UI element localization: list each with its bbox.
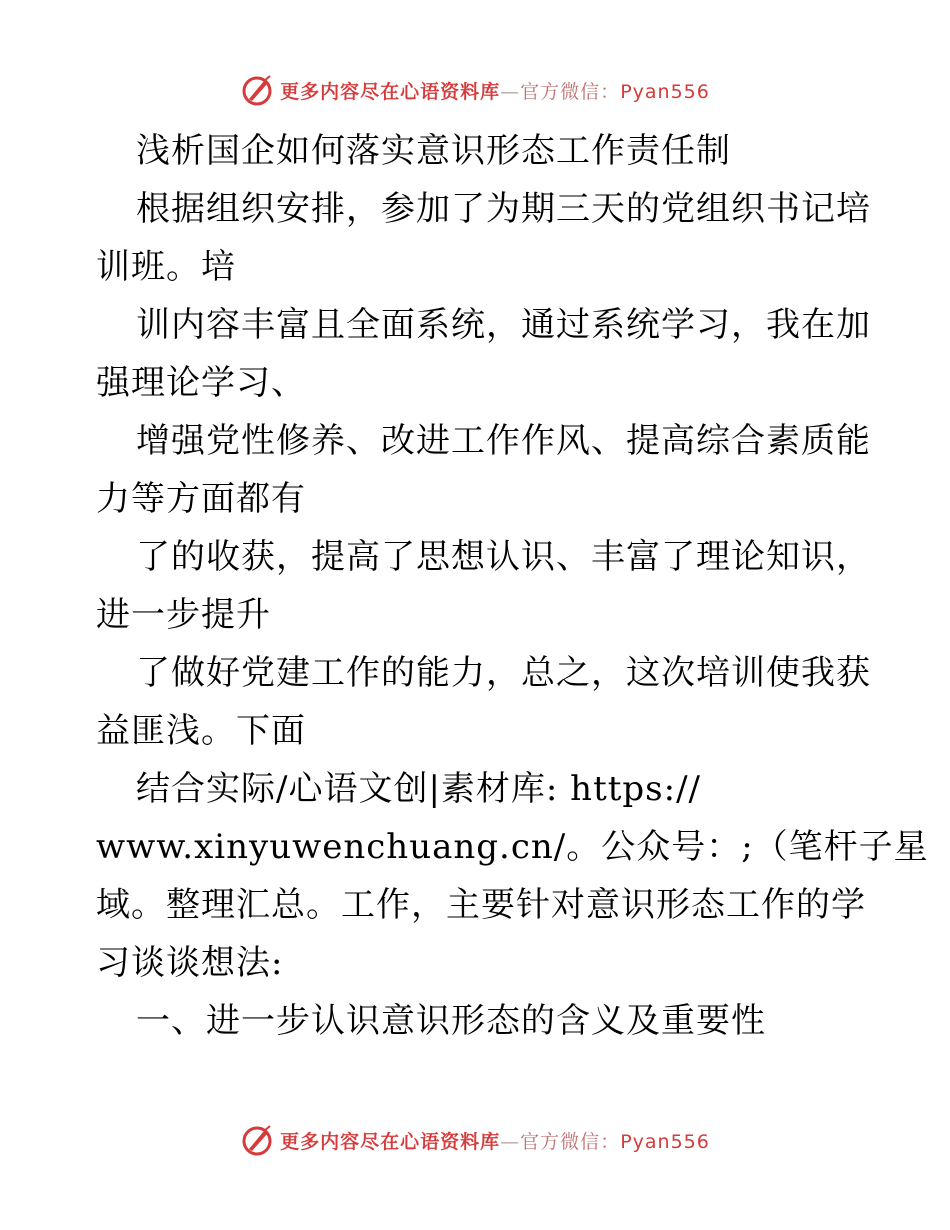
body-line: 强理论学习、 xyxy=(96,363,306,403)
body-line: 训班。培 xyxy=(96,247,236,287)
body-line: 结合实际/心语文创|素材库: https:// xyxy=(136,769,701,809)
body-line: 力等方面都有 xyxy=(96,479,306,519)
banner-wechat-label: 官方微信： xyxy=(520,80,621,103)
section-heading: 一、进一步认识意识形态的含义及重要性 xyxy=(136,1001,766,1041)
banner-dash: — xyxy=(500,80,521,103)
document-body xyxy=(96,122,929,1050)
header-banner xyxy=(0,70,950,110)
document-title: 浅析国企如何落实意识形态工作责任制 xyxy=(136,131,731,171)
body-line: 习谈谈想法: xyxy=(96,943,284,983)
banner-wechat-label: 官方微信： xyxy=(520,1130,621,1153)
body-line: 了的收获，提高了思想认识、丰富了理论知识， xyxy=(136,537,871,577)
body-line: 根据组织安排，参加了为期三天的党组织书记培 xyxy=(136,189,871,229)
body-line: 增强党性修养、改进工作作风、提高综合素质能 xyxy=(136,421,871,461)
body-line: 了做好党建工作的能力，总之，这次培训使我获 xyxy=(136,653,871,693)
quill-pen-logo-icon xyxy=(240,1123,274,1157)
banner-dash: — xyxy=(500,1130,521,1153)
banner-text xyxy=(280,1127,710,1154)
body-line: 域。整理汇总。工作，主要针对意识形态工作的学 xyxy=(96,885,866,925)
body-line: 训内容丰富且全面系统，通过系统学习，我在加 xyxy=(136,305,871,345)
banner-handle: Pyan556 xyxy=(620,80,710,103)
footer-banner xyxy=(0,1120,950,1160)
banner-lead: 更多内容尽在心语资料库 xyxy=(280,80,501,103)
quill-pen-logo-icon xyxy=(240,73,274,107)
body-line: 进一步提升 xyxy=(96,595,271,635)
body-line: www.xinyuwenchuang.cn/。公众号：;（笔杆子星 xyxy=(96,827,929,867)
banner-handle: Pyan556 xyxy=(620,1130,710,1153)
body-line: 益匪浅。下面 xyxy=(96,711,306,751)
banner-lead: 更多内容尽在心语资料库 xyxy=(280,1130,501,1153)
banner-text xyxy=(280,77,710,104)
